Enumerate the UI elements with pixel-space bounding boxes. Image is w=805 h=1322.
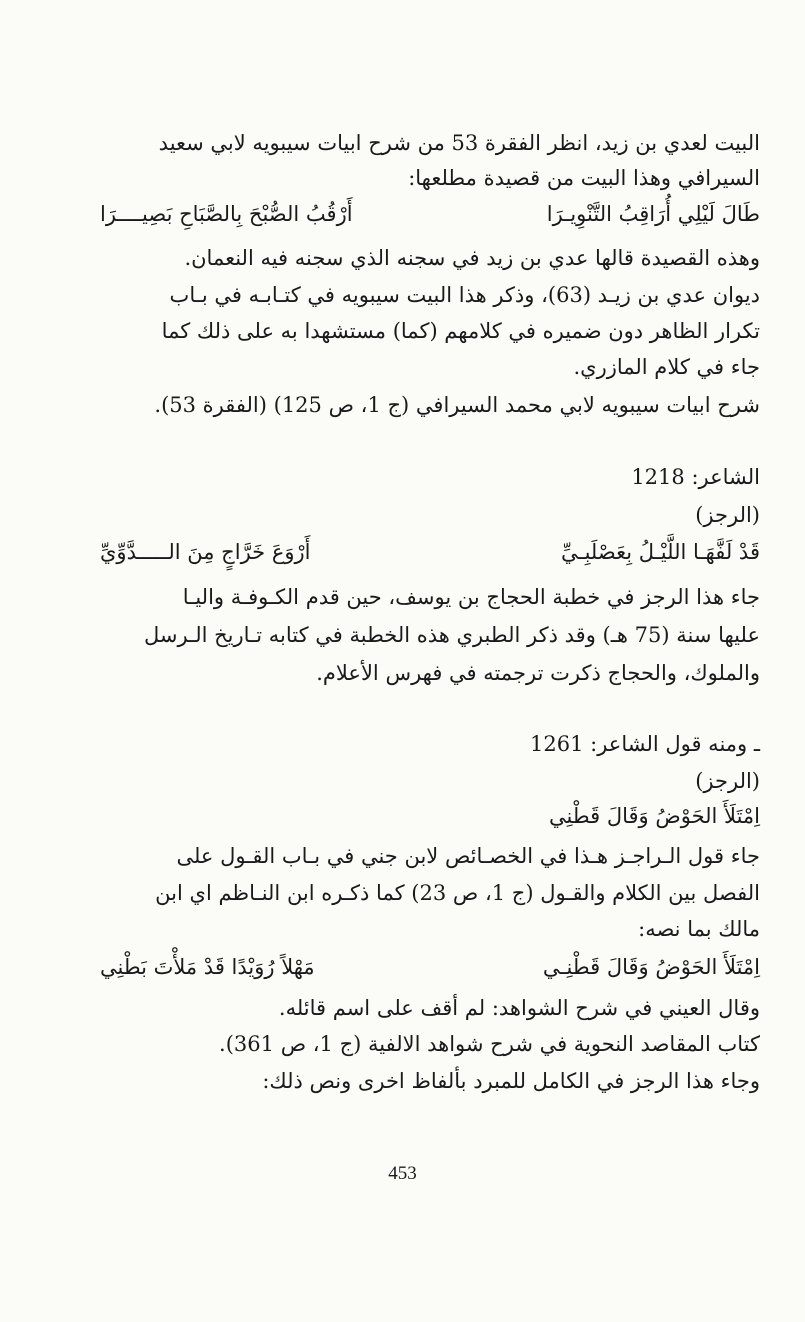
- poet-header: ـ ومنه قول الشاعر: 1261: [530, 732, 760, 756]
- paragraph-line: عليها سنة (75 هـ) وقد ذكر الطبري هذه الخطبة في كتابه تـاريخ الـرسل: [143, 623, 760, 647]
- verse-hemistich-first: اِمْتَلَأَ الحَوْضُ وَقَالَ قَطْنِـي: [542, 955, 760, 979]
- paragraph-line: والملوك، والحجاج ذكرت ترجمته في فهرس الأعلام.: [316, 661, 760, 685]
- verse-hemistich-first: طَالَ لَيْلِي أُرَاقِبُ التَّنْوِيـرَا: [546, 202, 760, 226]
- paragraph-line: البيت لعدي بن زيد، انظر الفقرة 53 من شرح ابيات سيبويه لابي سعيد: [158, 131, 760, 155]
- paragraph-line: ديوان عدي بن زيـد (63)، وذكر هذا البيت سيبويه في كتـابـه في بـاب: [169, 283, 760, 307]
- verse-single: اِمْتَلَأَ الحَوْضُ وَقَالَ قَطْنِي: [549, 804, 760, 828]
- meter-label: (الرجز): [695, 503, 760, 527]
- paragraph-line: وقال العيني في شرح الشواهد: لم أقف على اسم قائله.: [278, 996, 760, 1020]
- page-number: 453: [388, 1163, 417, 1184]
- paragraph-line: السيرافي وهذا البيت من قصيدة مطلعها:: [408, 166, 760, 190]
- verse-hemistich-second: أَرْقُبُ الصُّبْحَ بِالصَّبَاحِ بَصِيــــرَا: [100, 202, 353, 226]
- paragraph-line: الفصل بين الكلام والقـول (ج 1، ص 23) كما ذكـره ابن النـاظم اي ابن: [155, 881, 760, 905]
- verse: [100, 955, 760, 989]
- paragraph-line: تكرار الظاهر دون ضميره في كلامهم (كما) مستشهدا به على ذلك كما: [161, 319, 760, 343]
- paragraph-line: جاء قول الـراجـز هـذا في الخصـائص لابن جني في بـاب القـول على: [176, 844, 760, 868]
- paragraph-line: جاء هذا الرجز في خطبة الحجاج بن يوسف، حين قدم الكـوفـة واليـا: [182, 585, 760, 609]
- citation-line: شرح ابيات سيبويه لابي محمد السيرافي (ج 1، ص 125) (الفقرة 53).: [154, 393, 760, 417]
- paragraph-line: وهذه القصيدة قالها عدي بن زيد في سجنه الذي سجنه فيه النعمان.: [184, 246, 760, 270]
- citation-line: كتاب المقاصد النحوية في شرح شواهد الالفية (ج 1، ص 361).: [219, 1032, 760, 1056]
- verse-hemistich-second: أَرْوَعَ خَرَّاجٍ مِنَ الـــــدَّوِّيِّ: [100, 540, 311, 564]
- paragraph-line: وجاء هذا الرجز في الكامل للمبرد بألفاظ اخرى ونص ذلك:: [262, 1069, 760, 1093]
- verse: [100, 540, 760, 574]
- meter-label: (الرجز): [695, 769, 760, 793]
- paragraph-line: مالك بما نصه:: [638, 917, 760, 941]
- verse-hemistich-first: قَدْ لَفَّهَـا اللَّيْـلُ بِعَصْلَبِـيِّ: [560, 540, 760, 564]
- paragraph-line: جاء في كلام المازري.: [573, 355, 760, 379]
- verse: [100, 202, 760, 236]
- verse-hemistich-second: مَهْلاً رُوَيْدًا قَدْ مَلأْتَ بَطْنِي: [100, 955, 315, 979]
- poet-header: الشاعر: 1218: [631, 465, 760, 489]
